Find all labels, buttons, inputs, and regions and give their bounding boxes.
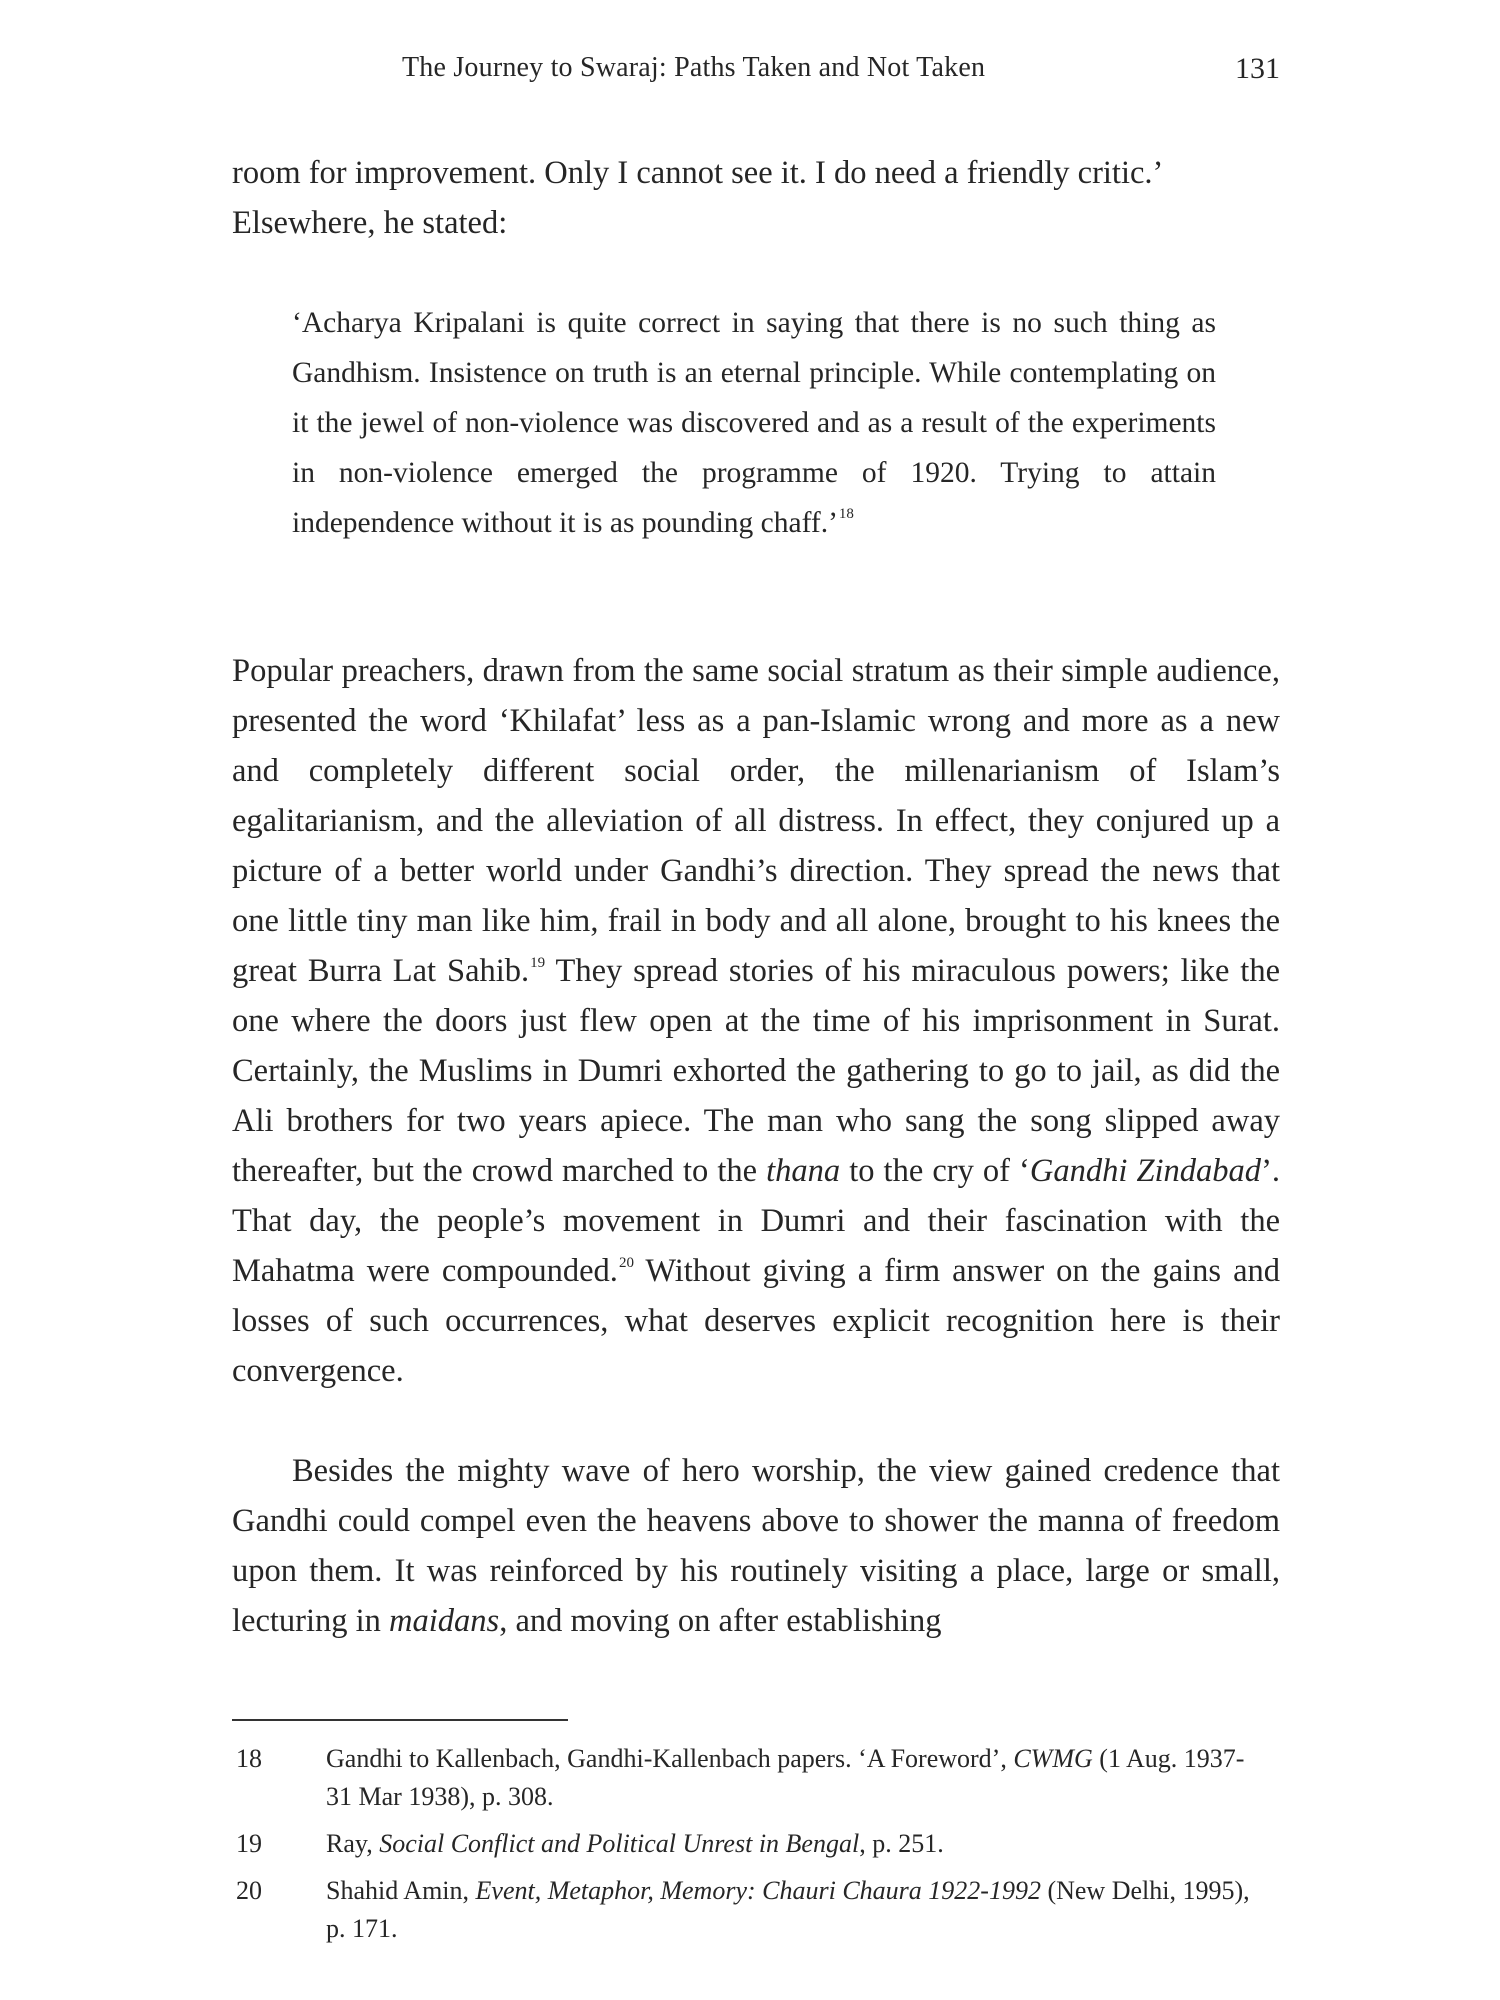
footnote-text-part: (1 Aug. 1937-31 Mar 1938), p. 308.: [326, 1744, 1245, 1811]
second-paragraph-text-2: , and moving on after establishing: [499, 1603, 942, 1639]
intro-line-1: room for improvement. Only I cannot see it. I do need a friendly critic.’: [232, 155, 1164, 191]
footnotes: [232, 1740, 1252, 1957]
main-paragraph-text-2: They spread stories of his miraculous powers; like the one where the doors just flew open at the time of his imprisonment in Surat. Certainly, the Muslims in Dumri exhorted the gathering to go to jail, as did the Ali brothers for two years apiece. The man who sang the song slipped away thereafter, but the crowd marched to the: [232, 953, 1280, 1189]
running-header: [300, 52, 1280, 92]
footnote-text-part: , p. 251.: [859, 1829, 944, 1858]
footnote-text-part: (New Delhi, 1995), p. 171.: [326, 1876, 1250, 1943]
footnote-ref-20: 20: [618, 1255, 634, 1271]
footnote-number: 19: [236, 1829, 262, 1858]
footnote-text-part: Gandhi to Kallenbach, Gandhi-Kallenbach papers. ‘A Foreword’,: [326, 1744, 1014, 1773]
footnote-number: 20: [236, 1876, 262, 1905]
footnote-20: [232, 1872, 1252, 1948]
main-paragraph: [232, 646, 1280, 1396]
block-quote: [292, 298, 1216, 548]
intro-paragraph: [232, 148, 1280, 248]
footnote-text: [326, 1872, 1252, 1948]
footnote-19: [232, 1825, 1252, 1863]
italic-term-thana: thana: [766, 1153, 841, 1189]
italic-term-gandhi-zindabad: Gandhi Zindabad: [1029, 1153, 1262, 1189]
footnote-number: 18: [236, 1744, 262, 1773]
quote-text: ‘Acharya Kripalani is quite correct in saying that there is no such thing as Gandhism. Insistence on truth is an eternal principle. While contemplating on it the jewel of non-violence was discovered and as a result of the experiments in non-violence emerged the programme of 1920. Trying to attain independence without it is as pounding chaff.’: [292, 307, 1216, 539]
footnote-text-part: Shahid Amin,: [326, 1876, 476, 1905]
footnote-text: [326, 1740, 1252, 1816]
italic-term-maidans: maidans: [389, 1603, 500, 1639]
footnote-text: [326, 1825, 1252, 1863]
footnote-italic-title: CWMG: [1013, 1744, 1093, 1773]
footnote-text-part: Ray,: [326, 1829, 380, 1858]
footnote-18: [232, 1740, 1252, 1816]
intro-line-2: Elsewhere, he stated:: [232, 205, 508, 241]
running-title: The Journey to Swaraj: Paths Taken and Not Taken: [402, 52, 986, 83]
main-paragraph-text-3: to the cry of ‘: [840, 1153, 1030, 1189]
footnote-ref-18: 18: [838, 506, 854, 522]
second-paragraph: [232, 1446, 1280, 1646]
main-paragraph-text-5: Without giving a firm answer on the gains and losses of such occurrences, what deserves explicit recognition here is their convergence.: [232, 1253, 1280, 1389]
footnote-italic-title: Social Conflict and Political Unrest in Bengal: [379, 1829, 860, 1858]
main-paragraph-text-4: ’. That day, the people’s movement in Dumri and their fascination with the Mahatma were compounded.: [232, 1153, 1281, 1289]
footnote-divider: [232, 1719, 568, 1721]
footnote-italic-title: Event, Metaphor, Memory: Chauri Chaura 1922-1992: [475, 1876, 1041, 1905]
main-paragraph-text-1: Popular preachers, drawn from the same social stratum as their simple audience, presented the word ‘Khilafat’ less as a pan-Islamic wrong and more as a new and completely different social order, the millenarianism of Islam’s egalitarianism, and the alleviation of all distress. In effect, they conjured up a picture of a better world under Gandhi’s direction. They spread the news that one little tiny man like him, frail in body and all alone, brought to his knees the great Burra Lat Sahib.: [232, 653, 1280, 989]
page-number: 131: [1235, 52, 1280, 85]
second-paragraph-text-1: Besides the mighty wave of hero worship, the view gained credence that Gandhi could compel even the heavens above to shower the manna of freedom upon them. It was reinforced by his routinely visiting a place, large or small, lecturing in: [232, 1453, 1280, 1639]
footnote-ref-19: 19: [530, 955, 546, 971]
